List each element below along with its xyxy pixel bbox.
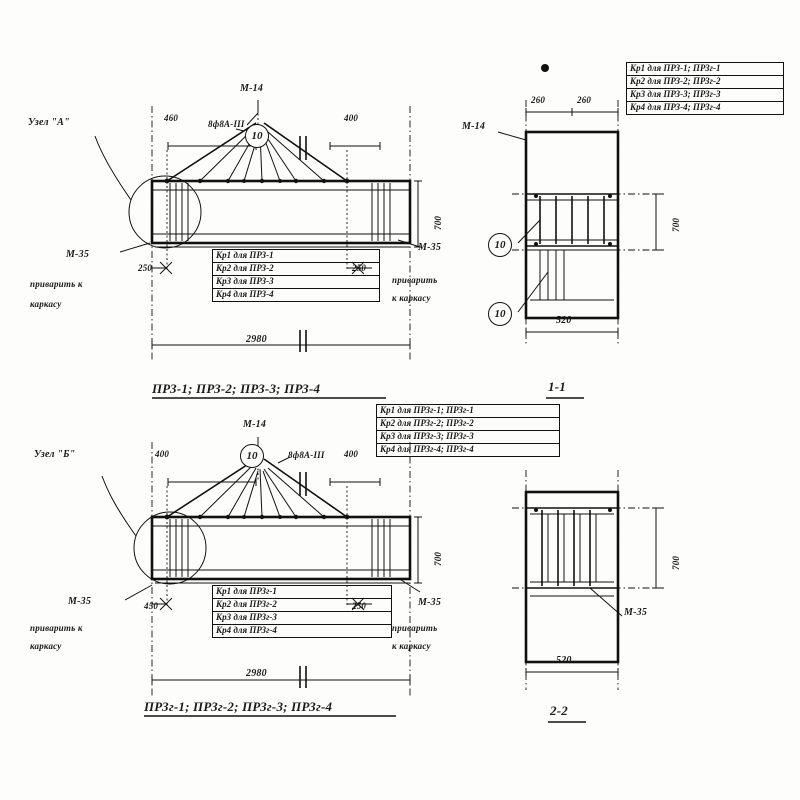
node-a-position-bubble[interactable]: 10 <box>245 124 269 148</box>
section-1-1-table-cell-4: Кр4 для ПРЗ-4; ПРЗг-4 <box>627 101 784 114</box>
node-b-callout: Узел "Б" <box>34 449 76 460</box>
node-a-mark-weld-left: М-35 <box>66 249 90 260</box>
section-2-2-title: 2-2 <box>550 703 568 718</box>
table-row <box>213 262 380 275</box>
table-row <box>627 88 784 101</box>
node-b-dim-top-right: 400 <box>344 449 359 459</box>
section-2-2-mark: М-35 <box>624 607 648 618</box>
node-a-table <box>212 249 380 302</box>
node-a-dim-right-foot: 250 <box>352 263 367 273</box>
node-a-table-cell-4: Кр4 для ПРЗ-4 <box>213 288 380 301</box>
node-a-table-cell-1: Кр1 для ПРЗ-1 <box>213 250 380 263</box>
node-a-callout: Узел "А" <box>28 117 70 128</box>
node-b-weld-note-left-2: каркасу <box>30 641 62 651</box>
table-row <box>213 250 380 263</box>
node-a-circle-note: 8ф8A-III <box>208 119 245 129</box>
table-row <box>627 63 784 76</box>
node-a-dim-overall: 2980 <box>246 334 267 345</box>
node-b-table-cell-3: Кр3 для ПРЗг-3 <box>213 611 392 624</box>
table-row <box>377 417 560 430</box>
node-b-caption: ПРЗг-1; ПРЗг-2; ПРЗг-3; ПРЗг-4 <box>144 699 333 714</box>
table-row <box>627 101 784 114</box>
section-1-1-dim-left: 260 <box>531 95 546 105</box>
node-b-dim-right-foot: 250 <box>352 601 367 611</box>
table-row <box>213 598 392 611</box>
node-b-position-bubble[interactable]: 10 <box>240 444 264 468</box>
node-b-table <box>212 585 392 638</box>
node-a-table-cell-3: Кр3 для ПРЗ-3 <box>213 275 380 288</box>
node-b-weld-note-left-1: приварить к <box>30 623 83 633</box>
table-row <box>377 430 560 443</box>
section-1-1-dim-height: 700 <box>671 217 681 232</box>
table-row <box>213 586 392 599</box>
node-b-table-cell-2: Кр2 для ПРЗг-2 <box>213 598 392 611</box>
section-1-1-bubble-top[interactable]: 10 <box>488 233 512 257</box>
section-1-1-dim-right: 260 <box>577 95 592 105</box>
section-1-1-mark: М-14 <box>462 121 486 132</box>
node-a-mark-weld-right: М-35 <box>418 242 442 253</box>
section-1-1-table <box>626 62 784 115</box>
node-a-dim-left-foot: 250 <box>138 263 153 273</box>
node-a-weld-note-right-2: к каркасу <box>392 293 431 303</box>
node-a-weld-note-left-2: каркасу <box>30 299 62 309</box>
node-b-weld-note-right-2: к каркасу <box>392 641 431 651</box>
section-2-2-dim-width: 520 <box>556 655 572 666</box>
section-2-2-table-cell-2: Кр2 для ПРЗг-2; ПРЗг-2 <box>377 417 560 430</box>
node-a-weld-note-left-1: приварить к <box>30 279 83 289</box>
node-a-dim-top-left: 460 <box>164 113 179 123</box>
node-a-weld-note-right-1: приварить <box>392 275 438 285</box>
node-b-mark-weld-left: М-35 <box>68 596 92 607</box>
section-1-1-dim-width: 520 <box>556 315 572 326</box>
section-1-1-table-cell-2: Кр2 для ПРЗ-2; ПРЗг-2 <box>627 75 784 88</box>
table-row <box>213 275 380 288</box>
table-row <box>213 288 380 301</box>
node-b-dim-height: 700 <box>433 551 443 566</box>
node-a-table-cell-2: Кр2 для ПРЗ-2 <box>213 262 380 275</box>
section-1-1-bubble-bottom[interactable]: 10 <box>488 302 512 326</box>
section-1-1-table-cell-1: Кр1 для ПРЗ-1; ПРЗг-1 <box>627 63 784 76</box>
node-b-dim-top-left: 400 <box>155 449 170 459</box>
table-row <box>627 75 784 88</box>
node-a-caption: ПРЗ-1; ПРЗ-2; ПРЗ-3; ПРЗ-4 <box>152 381 321 396</box>
table-row <box>213 624 392 637</box>
table-row <box>213 611 392 624</box>
table-row <box>377 405 560 418</box>
node-a-dim-top-right: 400 <box>344 113 359 123</box>
node-b-circle-note: 8ф8A-III <box>288 450 325 460</box>
node-b-mark-top: М-14 <box>243 419 267 430</box>
node-a-dim-height: 700 <box>433 215 443 230</box>
node-b-dim-overall: 2980 <box>246 668 267 679</box>
section-1-1-table-cell-3: Кр3 для ПРЗ-3; ПРЗг-3 <box>627 88 784 101</box>
section-2-2-table <box>376 404 560 457</box>
section-2-2-table-cell-1: Кр1 для ПРЗг-1; ПРЗг-1 <box>377 405 560 418</box>
section-2-2-dim-height: 700 <box>671 555 681 570</box>
node-a-mark-top: М-14 <box>240 83 264 94</box>
node-b-mark-weld-right: М-35 <box>418 597 442 608</box>
node-b-weld-note-right-1: приварить <box>392 623 438 633</box>
node-b-dim-left-foot: 450 <box>144 601 159 611</box>
table-row <box>377 443 560 456</box>
node-b-table-cell-1: Кр1 для ПРЗг-1 <box>213 586 392 599</box>
section-2-2-table-cell-4: Кр4 для ПРЗг-4; ПРЗг-4 <box>377 443 560 456</box>
node-b-table-cell-4: Кр4 для ПРЗг-4 <box>213 624 392 637</box>
section-1-1-title: 1-1 <box>548 379 566 394</box>
section-2-2-table-cell-3: Кр3 для ПРЗг-3; ПРЗг-3 <box>377 430 560 443</box>
